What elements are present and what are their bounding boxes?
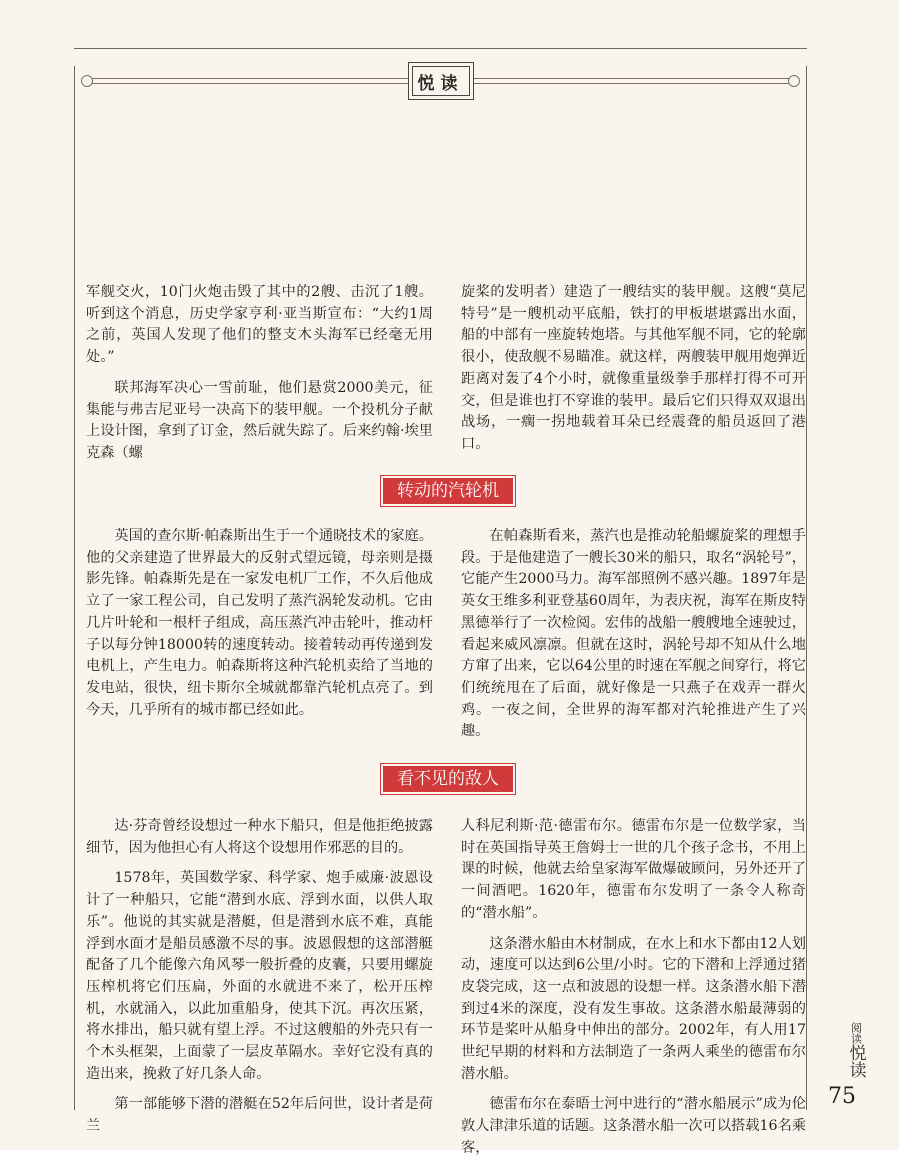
column-label: 悦读	[408, 62, 474, 100]
side-section-label	[826, 1018, 886, 1082]
section-2-right-column	[461, 816, 806, 1169]
top-rule	[74, 48, 807, 49]
paragraph: 德雷布尔在泰晤士河中进行的“潜水船展示”成为伦敦人津津乐道的话题。这条潜水船一次可以搭载16名乘客，	[461, 1096, 806, 1156]
brand-text: 阅读	[849, 1022, 863, 1044]
section-banner	[86, 62, 795, 100]
magazine-brand	[844, 1018, 869, 1082]
paragraph: 英国的查尔斯·帕森斯出生于一个通晓技术的家庭。他的父亲建造了世界最大的反射式望远镜，母亲则是摄影先锋。帕森斯先是在一家发电机厂工作，不久后他成立了一家工程公司，自己发明了蒸汽涡轮发动机。它由几片叶轮和一根杆子组成，高压蒸汽冲击轮叶，推动杆子以每分钟18000转的速度转动。接着转动再传递到发电机上，产生电力。帕森斯将这种汽轮机卖给了当地的发电站，很快，纽卡斯尔全城就都靠汽轮机点亮了。到今天，几乎所有的城市都已经如此。	[86, 528, 433, 718]
section-0-left-column	[86, 282, 433, 474]
right-frame-rule	[806, 66, 807, 1110]
section-title-turbine: 转动的汽轮机	[383, 478, 513, 504]
banner-ring-right	[788, 75, 800, 87]
paragraph: 第一部能够下潜的潜艇在52年后问世，设计者是荷兰	[86, 1096, 433, 1135]
paragraph: 旋桨的发明者）建造了一艘结实的装甲舰。这艘“莫尼特号”是一艘机动平底船，铁打的甲板堪堪露出水面，船的中部有一座旋转炮塔。与其他军舰不同，它的轮廓很小，使敌舰不易瞄准。就这样，两艘装甲舰用炮弹近距离对轰了4个小时，就像重量级拳手那样打得不可开交，但是谁也打不穿谁的装甲。最后它们只得双双退出战场，一瘸一拐地载着耳朵已经震聋的船员返回了港口。	[461, 284, 806, 452]
section-2-left-column	[86, 816, 433, 1147]
section-text: 悦读	[845, 1044, 866, 1078]
left-frame-rule	[74, 66, 75, 1110]
paragraph: 达·芬奇曾经设想过一种水下船只，但是他拒绝披露细节，因为他担心有人将这个设想用作邪恶的目的。	[86, 818, 433, 856]
paragraph: 军舰交火，10门火炮击毁了其中的2艘、击沉了1艘。听到这个消息，历史学家亨利·亚当斯宣布：“大约1周之前，英国人发现了他们的整支木头海军已经毫无用处。”	[86, 284, 433, 366]
section-0-right-column	[461, 282, 806, 465]
paragraph: 联邦海军决心一雪前耻，他们悬赏2000美元，征集能与弗吉尼亚号一决高下的装甲舰。一个投机分子献上设计图，拿到了订金，然后就失踪了。后来约翰·埃里克森（螺	[86, 379, 433, 461]
section-1-left-column	[86, 526, 433, 730]
section-title-invisible-enemy: 看不见的敌人	[383, 766, 513, 792]
paragraph: 1578年，英国数学家、科学家、炮手威廉·波恩设计了一种船只，它能“潜到水底、浮到水面，以供人取乐”。他说的其实就是潜艇，但是潜到水底不难，真能浮到水面才是船员感激不尽的事。波恩假想的这部潜艇配备了几个能像六角风琴一般折叠的皮囊，只要用螺旋压榨机将它们压扁，外面的水就进不来了，松开压榨机，水就涌入，以此加重船身，使其下沉。再次压紧，将水排出，船只就有望上浮。不过这艘船的外壳只有一个木头框架，上面蒙了一层皮革隔水。幸好它没有真的造出来，挽救了好几条人命。	[86, 870, 433, 1082]
section-1-right-column	[461, 526, 806, 752]
paragraph: 这条潜水船由木材制成，在水上和水下都由12人划动，速度可以达到6公里/小时。它的下潜和上浮通过猪皮袋完成，这一点和波恩的设想一样。这条潜水船下潜到过4米的深度，没有发生事故。这条潜水船最薄弱的环节是桨叶从船身中伸出的部分。2002年，有人用17世纪早期的材料和方法制造了一条两人乘坐的德雷布尔潜水船。	[461, 935, 806, 1082]
paragraph: 在帕森斯看来，蒸汽也是推动轮船螺旋桨的理想手段。于是他建造了一艘长30米的船只，取名“涡轮号”，它能产生2000马力。海军部照例不感兴趣。1897年是英女王维多利亚登基60周年，为表庆祝，海军在斯皮特黑德举行了一次检阅。宏伟的战船一艘艘地全速驶过，看起来威风凛凛。但就在这时，涡轮号却不知从什么地方窜了出来，它以64公里的时速在军舰之间穿行，将它们统统甩在了后面，就好像是一只燕子在戏弄一群火鸡。一夜之间，全世界的海军都对汽轮推进产生了兴趣。	[461, 528, 806, 740]
paragraph: 人科尼利斯·范·德雷布尔。德雷布尔是一位数学家，当时在英国指导英王詹姆士一世的几个孩子念书，不用上课的时候，他就去给皇家海军做爆破顾问，另外还开了一间酒吧。1620年，德雷布尔发明了一条令人称奇的“潜水船”。	[461, 818, 806, 921]
page-number: 75	[828, 1084, 856, 1109]
banner-ring-left	[81, 75, 93, 87]
